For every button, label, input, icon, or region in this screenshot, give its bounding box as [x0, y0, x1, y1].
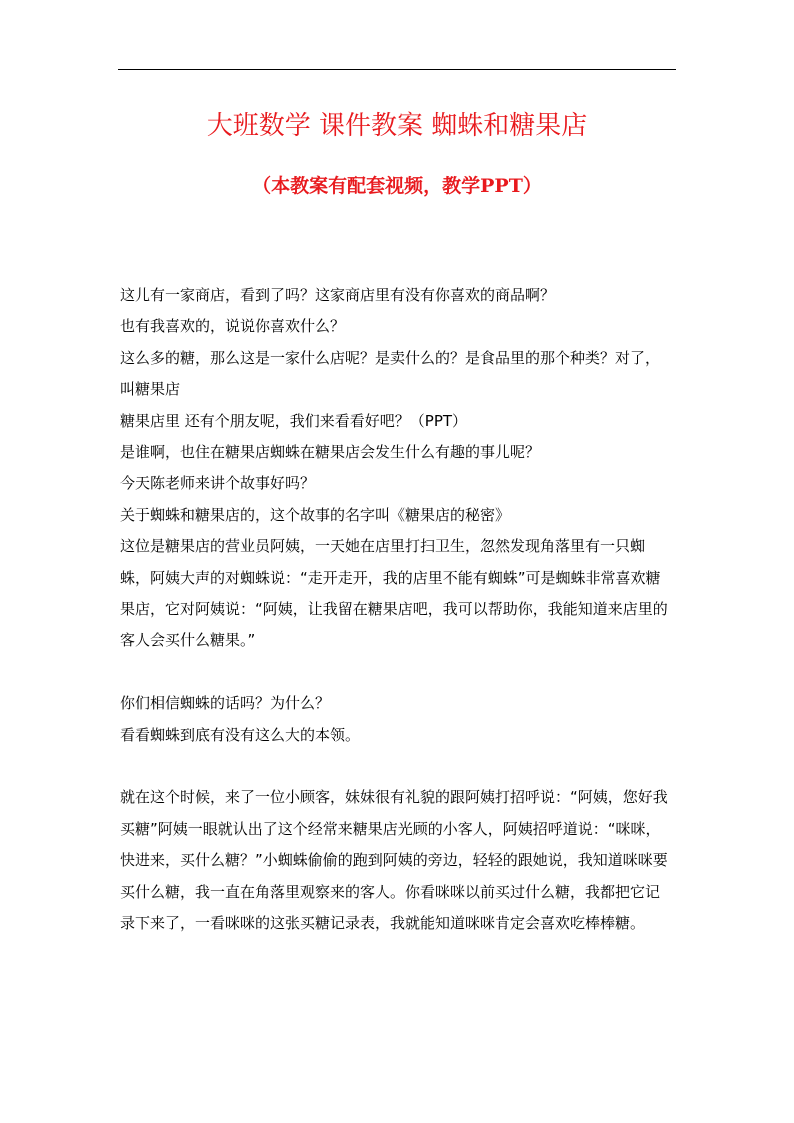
paragraph-story-part-1: 这位是糖果店的营业员阿姨，一天她在店里打扫卫生，忽然发现角落里有一只蜘蛛，阿姨大声的对蜘蛛说：“走开走开，我的店里不能有蜘蛛”可是蜘蛛非常喜欢糖果店，它对阿姨说：“阿姨，让我留在糖果店吧，我可以帮助你，我能知道来店里的客人会买什么糖果。” — [120, 537, 668, 650]
paragraph-story-name: 关于蜘蛛和糖果店的，这个故事的名字叫《糖果店的秘密》 — [120, 505, 511, 524]
document-title: 大班数学 课件教案 蜘蛛和糖果店 — [206, 111, 588, 141]
paragraph-spacer — [120, 751, 668, 782]
paragraph-story-invite: 今天陈老师来讲个故事好吗？ — [120, 474, 316, 493]
paragraph-friend: 糖果店里 还有个朋友呢，我们来看看好吧？（PPT） — [120, 411, 468, 430]
paragraph-candy-store: 这么多的糖，那么这是一家什么店呢？是卖什么的？是食品里的那个种类？对了，叫糖果店 — [120, 348, 661, 399]
document-subtitle: （本教案有配套视频，教学PPT） — [252, 175, 542, 197]
header-rule — [118, 69, 676, 70]
paragraph-what-you-like: 也有我喜欢的，说说你喜欢什么？ — [120, 317, 346, 336]
paragraph-story-part-2: 就在这个时候，来了一位小顾客，妹妹很有礼貌的跟阿姨打招呼说：“阿姨，您好我买糖”阿姨一眼就认出了这个经常来糖果店光顾的小客人，阿姨招呼道说：“咪咪，快进来，买什么糖？”小蜘蛛偷偷的跑到阿姨的旁边，轻轻的跟她说，我知道咪咪要买什么糖，我一直在角落里观察来的客人。你看咪咪以前买过什么糖，我都把它记录下来了，一看咪咪的这张买糖记录表，我就能知道咪咪肯定会喜欢吃棒棒糖。 — [120, 788, 668, 933]
paragraph-question-believe: 你们相信蜘蛛的话吗？为什么？ — [120, 694, 331, 713]
paragraph-intro-shop: 这儿有一家商店，看到了吗？这家商店里有没有你喜欢的商品啊？ — [120, 286, 556, 304]
paragraph-look-ability: 看看蜘蛛到底有没有这么大的本领。 — [120, 725, 361, 744]
document-body — [120, 280, 668, 940]
paragraph-who-is-it: 是谁啊，也住在糖果店蜘蛛在糖果店会发生什么有趣的事儿呢？ — [120, 443, 541, 462]
paragraph-spacer — [120, 657, 668, 688]
